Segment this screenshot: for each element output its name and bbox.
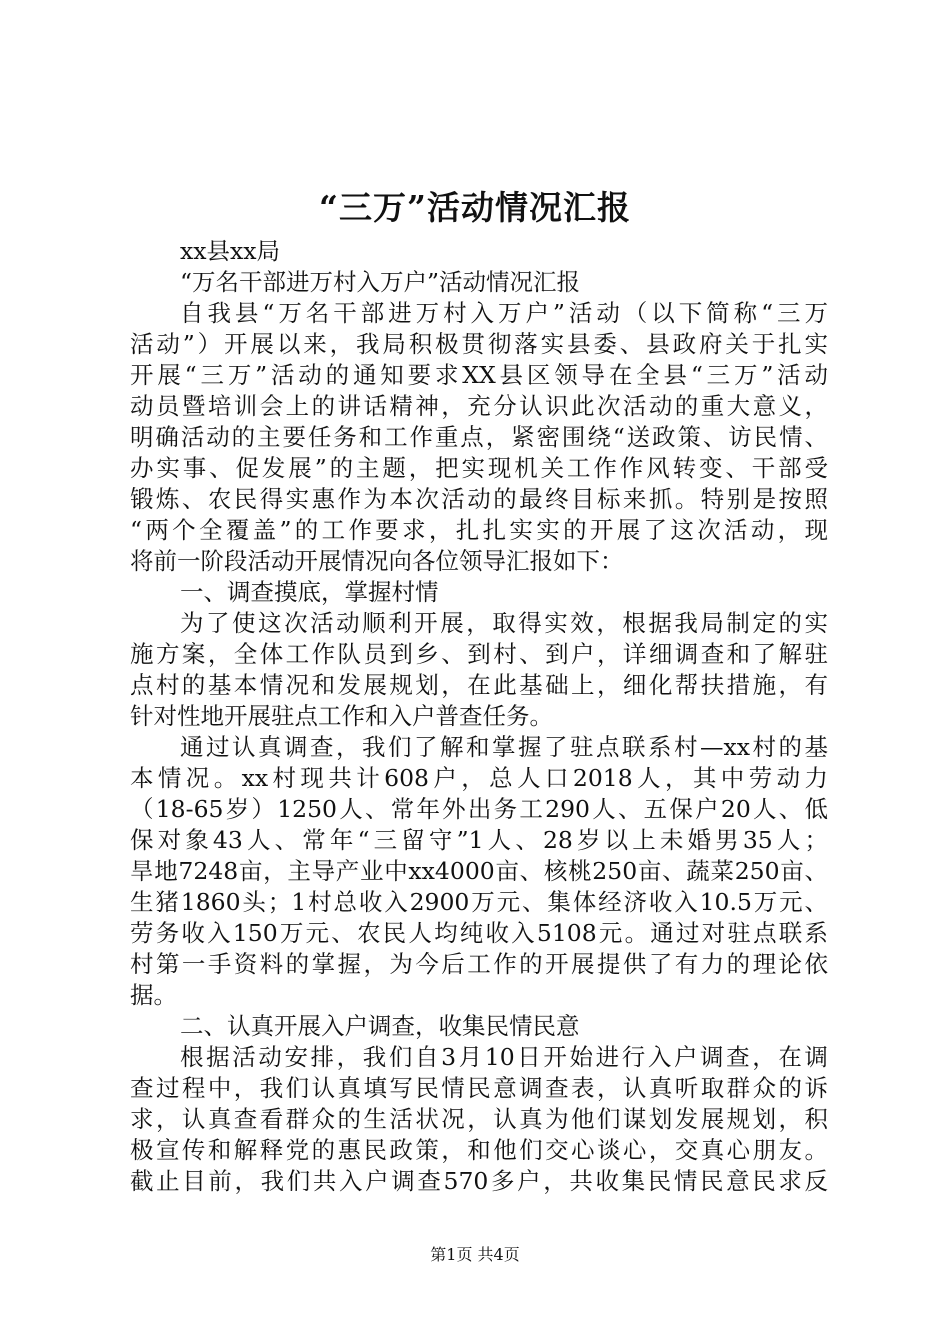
text-line: 根据活动安排，我们自3月10日开始进行入户调查，在调 — [180, 1043, 828, 1071]
text-line: 查过程中，我们认真填写民情民意调查表，认真听取群众的诉 — [130, 1074, 828, 1102]
text-line: 村第一手资料的掌握，为今后工作的开展提供了有力的理论依 — [130, 950, 828, 978]
page-footer: 第1页 共4页 — [430, 1245, 520, 1264]
text-line: 劳务收入150万元、农民人均纯收入5108元。通过对驻点联系 — [130, 919, 828, 947]
text-line: 点村的基本情况和发展规划，在此基础上，细化帮扶措施，有 — [130, 671, 828, 699]
text-line: 锻炼、农民得实惠作为本次活动的最终目标来抓。特别是按照 — [130, 485, 828, 513]
text-line: 一、调查摸底，掌握村情 — [180, 578, 439, 606]
text-line: 开展“三万”活动的通知要求XX县区领导在全县“三万”活动 — [130, 361, 828, 389]
text-line: 通过认真调查，我们了解和掌握了驻点联系村—xx村的基 — [180, 733, 828, 761]
text-line: 截止目前，我们共入户调查570多户，共收集民情民意民求反 — [130, 1167, 828, 1195]
text-line: 本情况。xx村现共计608户，总人口2018人，其中劳动力 — [130, 764, 828, 792]
text-line: 旱地7248亩，主导产业中xx4000亩、核桃250亩、蔬菜250亩、 — [130, 857, 828, 885]
text-line: xx县xx局 — [180, 237, 281, 265]
text-line: 施方案，全体工作队员到乡、到村、到户，详细调查和了解驻 — [130, 640, 828, 668]
text-line: 活动”）开展以来，我局积极贯彻落实县委、县政府关于扎实 — [130, 330, 828, 358]
document-body — [130, 236, 828, 1197]
document-title: “三万”活动情况汇报 — [319, 188, 631, 227]
text-line: （18-65岁）1250人、常年外出务工290人、五保户20人、低 — [130, 795, 828, 823]
text-line: 明确活动的主要任务和工作重点，紧密围绕“送政策、访民情、 — [130, 423, 828, 451]
text-line: 据。 — [130, 981, 177, 1009]
text-line: 为了使这次活动顺利开展，取得实效，根据我局制定的实 — [180, 609, 828, 637]
text-line: 二、认真开展入户调查，收集民情民意 — [180, 1012, 580, 1040]
text-line: 动员暨培训会上的讲话精神，充分认识此次活动的重大意义， — [130, 392, 828, 420]
text-line: 针对性地开展驻点工作和入户普查任务。 — [130, 702, 553, 730]
text-line: 办实事、促发展”的主题，把实现机关工作作风转变、干部受 — [130, 454, 828, 482]
text-line: “两个全覆盖”的工作要求，扎扎实实的开展了这次活动，现 — [130, 516, 828, 544]
text-line: “万名干部进万村入万户”活动情况汇报 — [180, 268, 581, 296]
text-line: 自我县“万名干部进万村入万户”活动（以下简称“三万 — [180, 299, 828, 327]
text-line: 将前一阶段活动开展情况向各位领导汇报如下： — [130, 547, 624, 575]
text-line: 极宣传和解释党的惠民政策，和他们交心谈心，交真心朋友。 — [130, 1136, 828, 1164]
text-line: 求，认真查看群众的生活状况，认真为他们谋划发展规划，积 — [130, 1105, 828, 1133]
text-line: 生猪1860头；1村总收入2900万元、集体经济收入10.5万元、 — [130, 888, 828, 916]
text-line: 保对象43人、常年“三留守”1人、28岁以上未婚男35人； — [130, 826, 828, 854]
